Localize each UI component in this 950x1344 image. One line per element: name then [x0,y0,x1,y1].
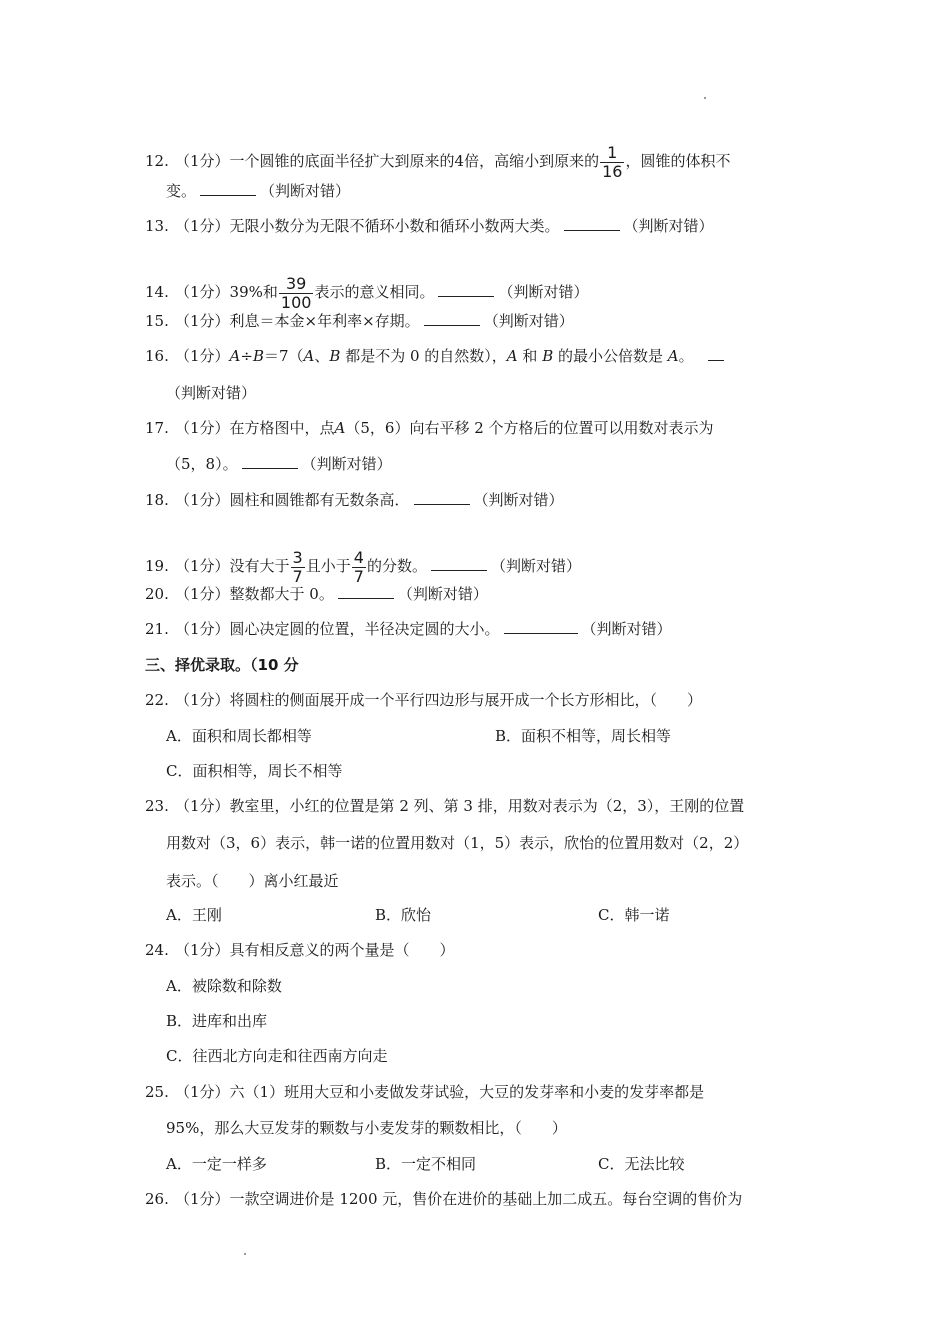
question-16: 16. （1分）A÷B＝7（A、B 都是不为 0 的自然数），A 和 B 的最小公倍数是 A。 [145,346,728,366]
option-b[interactable]: B．一定不相同 [375,1155,477,1173]
question-20: 20. （1分）整数都大于 0。 （判断对错） [145,585,488,603]
option-c[interactable]: C．无法比较 [598,1155,685,1173]
option-c[interactable]: C．韩一诺 [598,906,670,924]
option-c[interactable]: C．往西北方向走和往西南方向走 [166,1047,388,1065]
fraction-39-100: $\frac{39}{100}$ [280,274,312,312]
section-heading: 三、择优录取。（10 分 [145,656,299,674]
scan-dot [244,1253,246,1255]
question-number: 12. [145,152,169,170]
question-21: 21. （1分）圆心决定圆的位置，半径决定圆的大小。 （判断对错） [145,620,672,638]
question-14: 14. （1分）39%和 $\frac{39}{100}$ 表示的意义相同。 （判断对错） [145,274,589,312]
question-17-cont: （5，8）。 （判断对错） [166,455,392,473]
question-17: 17. （1分）在方格图中，点A（5，6）向右平移 2 个方格后的位置可以用数对表示为 [145,419,714,437]
question-13: 13. （1分）无限小数分为无限不循环小数和循环小数两大类。 （判断对错） [145,217,714,235]
fraction-4-7: $\frac{4}{7}$ [353,548,364,586]
answer-blank[interactable] [200,181,256,196]
option-a[interactable]: A．面积和周长都相等 [166,727,312,745]
fraction-3-7: $\frac{3}{7}$ [292,548,303,586]
option-b[interactable]: B．欣怡 [375,906,432,924]
answer-blank[interactable] [504,619,578,634]
answer-blank[interactable] [424,311,480,326]
option-a[interactable]: A．一定一样多 [166,1155,267,1173]
option-a[interactable]: A．王刚 [166,906,222,924]
question-25: 25. （1分）六（1）班用大豆和小麦做发芽试验，大豆的发芽率和小麦的发芽率都是 [145,1083,705,1101]
question-18: 18. （1分）圆柱和圆锥都有无数条高． （判断对错） [145,491,564,509]
question-25-line2: 95%，那么大豆发芽的颗数与小麦发芽的颗数相比，（ ） [166,1119,567,1137]
answer-blank[interactable] [708,346,724,361]
question-12-cont: 变。 （判断对错） [166,182,351,200]
question-15: 15. （1分）利息＝本金×年利率×存期。 （判断对错） [145,312,574,330]
question-12: 12. （1分）一个圆锥的底面半径扩大到原来的4倍，高缩小到原来的 $\frac{1}{16}$ ，圆锥的体积不 [145,143,731,181]
option-b[interactable]: B．进库和出库 [166,1012,268,1030]
question-23-line2: 用数对（3，6）表示，韩一诺的位置用数对（1，5）表示，欣怡的位置用数对（2，2） [166,834,749,852]
question-26: 26. （1分）一款空调进价是 1200 元，售价在进价的基础上加二成五。每台空调的售价为 [145,1190,743,1208]
question-16-cont: （判断对错） [166,384,257,402]
answer-blank[interactable] [242,454,298,469]
question-23: 23. （1分）教室里，小红的位置是第 2 列、第 3 排，用数对表示为（2，3），王刚的位置 [145,797,745,815]
answer-blank[interactable] [564,216,620,231]
question-22: 22. （1分）将圆柱的侧面展开成一个平行四边形与展开成一个长方形相比，（ ） [145,691,703,709]
question-19: 19. （1分）没有大于 $\frac{3}{7}$ 且小于 $\frac{4}{7}$ 的分数。 （判断对错） [145,548,581,586]
question-24: 24. （1分）具有相反意义的两个量是（ ） [145,941,455,959]
answer-blank[interactable] [414,490,470,505]
option-c[interactable]: C．面积相等，周长不相等 [166,762,343,780]
answer-blank[interactable] [338,584,394,599]
scan-dot [704,97,706,99]
option-b[interactable]: B．面积不相等，周长相等 [495,727,672,745]
answer-blank[interactable] [431,556,487,571]
question-23-line3: 表示。（ ）离小红最近 [166,872,339,890]
option-a[interactable]: A．被除数和除数 [166,977,282,995]
answer-blank[interactable] [438,282,494,297]
fraction-1-16: $\frac{1}{16}$ [602,143,623,181]
